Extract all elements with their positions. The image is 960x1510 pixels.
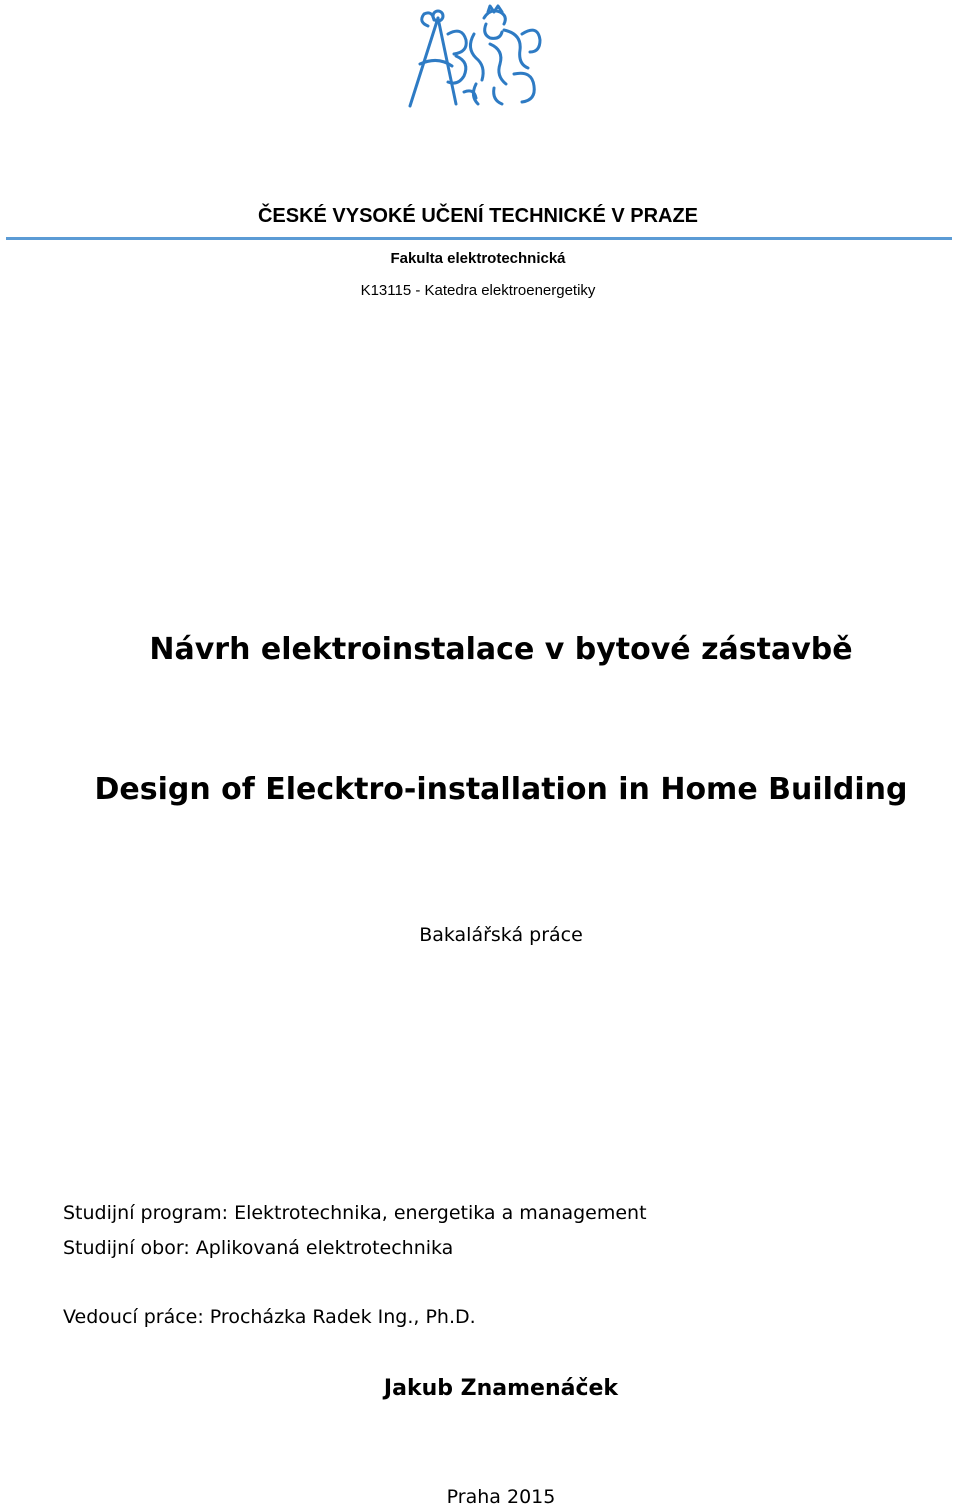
faculty-name: Fakulta elektrotechnická xyxy=(390,250,566,267)
ctu-lion-compass-logo xyxy=(404,4,544,110)
study-field: Studijní obor: Aplikovaná elektrotechnika xyxy=(63,1237,454,1259)
author-name: Jakub Znamenáček xyxy=(383,1376,619,1401)
university-name: ČESKÉ VYSOKÉ UČENÍ TECHNICKÉ V PRAZE xyxy=(257,205,699,227)
header-rule xyxy=(6,237,952,240)
thesis-title-english: Design of Elecktro-installation in Home Building xyxy=(94,772,908,807)
supervisor: Vedoucí práce: Procházka Radek Ing., Ph.D. xyxy=(63,1306,476,1328)
thesis-title-czech: Návrh elektroinstalace v bytové zástavbě xyxy=(149,632,853,667)
department-name: K13115 - Katedra elektroenergetiky xyxy=(360,282,596,299)
thesis-type: Bakalářská práce xyxy=(419,924,583,946)
place-year: Praha 2015 xyxy=(446,1486,556,1508)
study-program: Studijní program: Elektrotechnika, energetika a management xyxy=(63,1202,647,1224)
